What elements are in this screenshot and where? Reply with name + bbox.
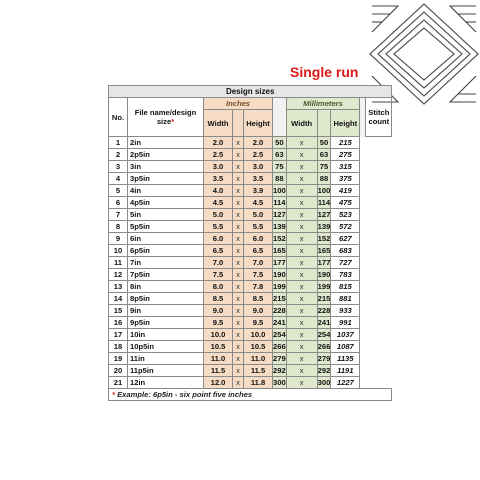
times-sign: x [286,269,317,281]
row-number: 13 [109,281,128,293]
table-row [109,149,392,161]
width-inches: 10.5 [204,341,233,353]
row-number: 6 [109,197,128,209]
column-header-times-in [233,110,244,137]
file-name: 10p5in [128,341,204,353]
width-millimeters: 190 [273,269,286,279]
row-number: 7 [109,209,128,221]
height-inches: 7.8 [244,281,273,293]
table-row [109,185,392,197]
file-name: 11in [128,353,204,365]
times-sign: x [286,353,317,365]
width-inches: 12.0 [204,377,233,389]
height-inches: 11.5 [244,365,273,377]
width-millimeters: 199 [273,281,286,291]
table-row [109,329,392,341]
column-header-file-name [128,98,204,137]
stitch-count: 315 [331,161,360,173]
height-inches: 9.5 [244,317,273,329]
width-millimeters: 254 [273,329,286,339]
height-inches: 8.5 [244,293,273,305]
width-millimeters: 152 [273,233,286,243]
column-separator [273,98,287,137]
width-millimeters: 100 [273,185,286,195]
stitch-count: 475 [331,197,360,209]
height-millimeters: 292 [317,365,331,375]
file-name: 6p5in [128,245,204,257]
width-millimeters: 241 [273,317,286,327]
stitch-count: 727 [331,257,360,269]
width-millimeters: 279 [273,353,286,363]
width-inches: 11.5 [204,365,233,377]
table-row [109,137,392,149]
width-inches: 11.0 [204,353,233,365]
file-name: 7in [128,257,204,269]
file-name: 8in [128,281,204,293]
times-sign: x [233,365,244,377]
times-sign: x [233,221,244,233]
height-inches: 7.5 [244,269,273,281]
height-millimeters: 100 [317,185,331,195]
width-inches: 8.0 [204,281,233,293]
width-millimeters: 177 [273,257,286,267]
width-inches: 2.5 [204,149,233,161]
width-inches: 6.0 [204,233,233,245]
file-name: 11p5in [128,365,204,377]
times-sign: x [233,341,244,353]
inches-group-header: Inches [204,98,273,110]
row-number: 21 [109,377,128,389]
times-sign: x [286,185,317,197]
file-name: 6in [128,233,204,245]
height-millimeters: 50 [317,137,331,149]
times-sign: x [286,245,317,257]
column-header-height-mm: Height [331,110,360,137]
table-title: Design sizes [109,86,392,98]
row-number: 10 [109,245,128,257]
row-number: 1 [109,137,128,149]
stitch-count: 683 [331,245,360,257]
times-sign: x [286,329,317,341]
file-name: 7p5in [128,269,204,281]
width-inches: 7.5 [204,269,233,281]
row-number: 17 [109,329,128,341]
row-number: 3 [109,161,128,173]
height-inches: 4.5 [244,197,273,209]
table-row [109,305,392,317]
file-name: 8p5in [128,293,204,305]
times-sign: x [233,281,244,293]
stitch-count: 523 [331,209,360,221]
width-millimeters: 215 [273,293,286,303]
column-header-times-mm [317,110,331,137]
design-sizes-table [108,85,392,401]
stitch-count: 783 [331,269,360,281]
height-inches: 9.0 [244,305,273,317]
height-millimeters: 228 [317,305,331,315]
times-sign: x [286,305,317,317]
height-inches: 10.5 [244,341,273,353]
times-sign: x [233,317,244,329]
height-millimeters: 215 [317,293,331,303]
times-sign: x [286,137,317,149]
column-header-width-mm: Width [286,110,317,137]
stitch-count: 627 [331,233,360,245]
height-millimeters: 241 [317,317,331,327]
row-number: 15 [109,305,128,317]
table-row [109,317,392,329]
height-millimeters: 199 [317,281,331,291]
height-millimeters: 75 [317,161,331,173]
row-number: 9 [109,233,128,245]
height-millimeters: 127 [317,209,331,219]
height-inches: 6.0 [244,233,273,245]
width-millimeters: 228 [273,305,286,315]
row-number: 11 [109,257,128,269]
row-number: 8 [109,221,128,233]
millimeters-group-header: Millimeters [286,98,360,110]
width-inches: 5.5 [204,221,233,233]
column-header-height-in: Height [244,110,273,137]
file-name: 3in [128,161,204,173]
width-millimeters: 75 [273,161,287,173]
table-row [109,257,392,269]
times-sign: x [286,161,317,173]
stitch-count: 1087 [331,341,360,353]
stitch-count: 933 [331,305,360,317]
height-millimeters: 266 [317,341,331,351]
width-millimeters: 114 [273,197,286,207]
width-millimeters: 292 [273,365,286,375]
width-inches: 4.5 [204,197,233,209]
times-sign: x [286,173,317,185]
stitch-count: 419 [331,185,360,197]
times-sign: x [233,185,244,197]
times-sign: x [286,209,317,221]
times-sign: x [233,173,244,185]
row-number: 19 [109,353,128,365]
table-row [109,281,392,293]
file-name: 5p5in [128,221,204,233]
stitch-count: 375 [331,173,360,185]
times-sign: x [286,317,317,329]
file-name: 2p5in [128,149,204,161]
file-name: 10in [128,329,204,341]
row-number: 18 [109,341,128,353]
times-sign: x [286,197,317,209]
row-number: 16 [109,317,128,329]
height-inches: 3.5 [244,173,273,185]
height-millimeters: 152 [317,233,331,243]
stitch-count: 215 [331,137,360,149]
times-sign: x [233,293,244,305]
height-millimeters: 88 [317,173,331,185]
table-row [109,245,392,257]
file-name: 4p5in [128,197,204,209]
height-millimeters: 114 [317,197,331,207]
table-row [109,221,392,233]
file-name: 9in [128,305,204,317]
width-inches: 3.0 [204,161,233,173]
table-row [109,341,392,353]
stitch-count: 991 [331,317,360,329]
stitch-count: 881 [331,293,360,305]
table-row [109,161,392,173]
table-row [109,233,392,245]
stitch-count: 275 [331,149,360,161]
row-number: 5 [109,185,128,197]
file-name: 12in [128,377,204,389]
stitch-count: 1037 [331,329,360,341]
times-sign: x [233,209,244,221]
width-inches: 10.0 [204,329,233,341]
width-millimeters: 165 [273,245,286,255]
file-name: 5in [128,209,204,221]
width-inches: 9.5 [204,317,233,329]
table-row [109,197,392,209]
file-name: 3p5in [128,173,204,185]
height-millimeters: 279 [317,353,331,363]
table-row [109,209,392,221]
times-sign: x [286,281,317,293]
height-millimeters: 254 [317,329,331,339]
table-footnote [109,389,392,401]
run-type-title: Single run [290,64,359,80]
times-sign: x [233,137,244,149]
file-name: 2in [128,137,204,149]
times-sign: x [233,149,244,161]
times-sign: x [286,377,317,389]
file-name: 4in [128,185,204,197]
width-inches: 7.0 [204,257,233,269]
times-sign: x [286,293,317,305]
times-sign: x [286,257,317,269]
width-millimeters: 127 [273,209,286,219]
times-sign: x [233,233,244,245]
table-row [109,365,392,377]
width-millimeters: 266 [273,341,286,351]
width-inches: 3.5 [204,173,233,185]
times-sign: x [233,257,244,269]
column-header-stitch-count: Stitch count [366,98,392,137]
height-inches: 11.0 [244,353,273,365]
footnote-reference-mark: * [171,117,175,126]
height-inches: 10.0 [244,329,273,341]
row-number: 4 [109,173,128,185]
width-inches: 6.5 [204,245,233,257]
width-millimeters: 88 [273,173,287,185]
times-sign: x [286,233,317,245]
stitch-count: 815 [331,281,360,293]
row-number: 20 [109,365,128,377]
height-inches: 2.0 [244,137,273,149]
table-row [109,269,392,281]
height-inches: 7.0 [244,257,273,269]
width-inches: 4.0 [204,185,233,197]
row-number: 12 [109,269,128,281]
times-sign: x [233,377,244,389]
width-millimeters: 63 [273,149,287,161]
width-inches: 5.0 [204,209,233,221]
column-header-no: No. [109,98,128,137]
footnote-text: Example: 6p5in - six point five inches [117,389,253,399]
height-millimeters: 165 [317,245,331,255]
stitch-count: 572 [331,221,360,233]
table-row [109,173,392,185]
height-inches: 3.0 [244,161,273,173]
times-sign: x [286,221,317,233]
height-millimeters: 177 [317,257,331,267]
height-inches: 5.0 [244,209,273,221]
times-sign: x [233,197,244,209]
file-name: 9p5in [128,317,204,329]
width-inches: 9.0 [204,305,233,317]
width-inches: 8.5 [204,293,233,305]
height-millimeters: 139 [317,221,331,231]
width-millimeters: 50 [273,137,287,149]
height-inches: 5.5 [244,221,273,233]
table-row [109,377,392,389]
height-inches: 6.5 [244,245,273,257]
height-millimeters: 190 [317,269,331,279]
width-millimeters: 300 [273,377,286,387]
row-number: 2 [109,149,128,161]
stitch-count: 1227 [331,377,360,389]
times-sign: x [233,305,244,317]
height-millimeters: 300 [317,377,331,387]
width-millimeters: 139 [273,221,286,231]
height-inches: 2.5 [244,149,273,161]
times-sign: x [286,341,317,353]
table-body [109,137,392,389]
table-row [109,353,392,365]
height-inches: 11.8 [244,377,273,389]
width-inches: 2.0 [204,137,233,149]
stitch-count: 1191 [331,365,360,377]
times-sign: x [286,149,317,161]
table-row [109,293,392,305]
times-sign: x [286,365,317,377]
footnote-mark: * [112,389,115,399]
times-sign: x [233,353,244,365]
column-header-width-in: Width [204,110,233,137]
height-millimeters: 63 [317,149,331,161]
row-number: 14 [109,293,128,305]
file-name-header-label: File name/design size [134,108,197,126]
height-inches: 3.9 [244,185,273,197]
times-sign: x [233,245,244,257]
times-sign: x [233,269,244,281]
times-sign: x [233,161,244,173]
times-sign: x [233,329,244,341]
stitch-count: 1135 [331,353,360,365]
